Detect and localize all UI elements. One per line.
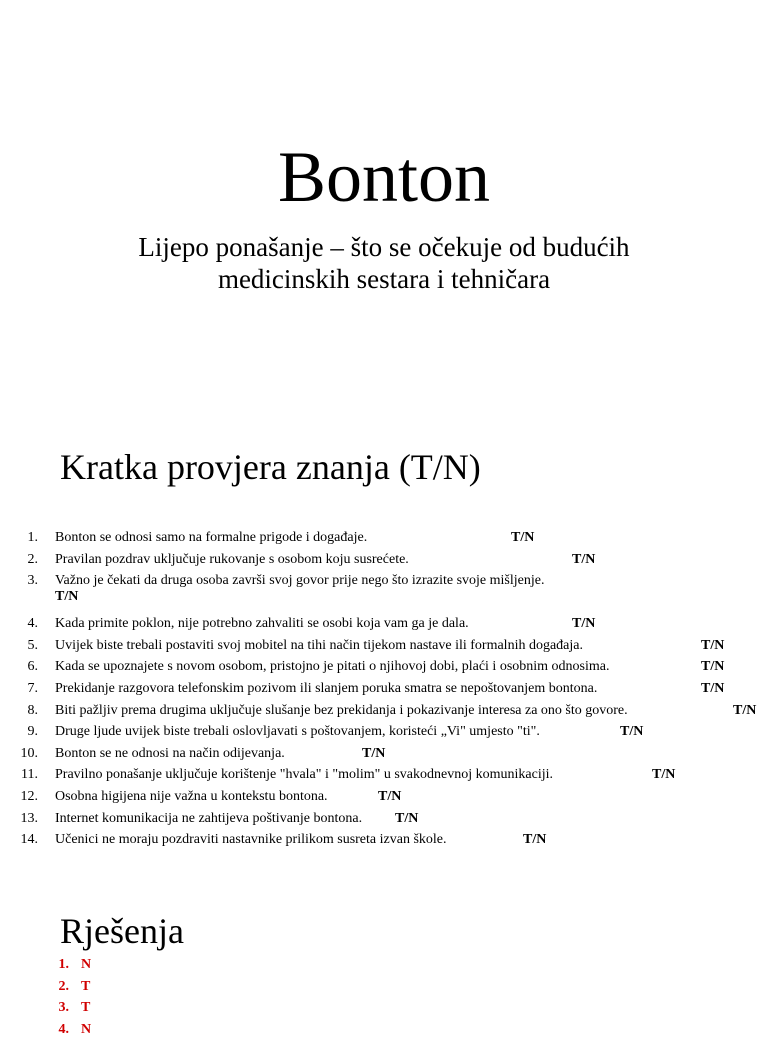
answer-mark: T/N: [701, 659, 725, 675]
question-text: Kada se upoznajete s novom osobom, pristojno je pitati o njihovoj dobi, plaći i osobnim odnosima.: [55, 659, 610, 675]
solution-item: [0, 1019, 768, 1040]
question-item: [0, 743, 768, 765]
question-number: 5.: [27, 637, 38, 653]
solution-number: 3.: [58, 1000, 69, 1016]
question-text: Osobna higijena nije važna u kontekstu bontona.: [55, 788, 328, 804]
solution-item: [0, 997, 768, 1019]
question-item: [0, 613, 768, 635]
question-number: 12.: [20, 788, 38, 804]
page-title: Bonton: [277, 137, 491, 217]
question-number: 6.: [27, 659, 38, 675]
question-item: [0, 829, 768, 851]
question-text: Druge ljude uvijek biste trebali oslovljavati s poštovanjem, koristeći „Vi" umjesto "ti".: [55, 724, 540, 740]
quiz-heading: Kratka provjera znanja (T/N): [60, 447, 481, 487]
question-number: 2.: [27, 551, 38, 567]
question-item: [0, 635, 768, 657]
question-text: Internet komunikacija ne zahtijeva poštivanje bontona.: [55, 810, 363, 826]
solution-item: [0, 976, 768, 998]
answer-mark: T/N: [652, 767, 676, 783]
question-item: [0, 656, 768, 678]
solution-number: 4.: [58, 1021, 69, 1037]
question-item: [0, 786, 768, 808]
solutions-heading: Rješenja: [60, 911, 184, 951]
question-text: Biti pažljiv prema drugima uključuje slušanje bez prekidanja i pokazivanje interesa za ono što govore.: [55, 702, 628, 718]
page-subtitle: [60, 231, 708, 295]
question-number: 11.: [21, 767, 38, 783]
solution-value: N: [81, 957, 92, 972]
solution-number: 1.: [58, 957, 69, 972]
question-number: 1.: [27, 530, 38, 545]
question-number: 4.: [27, 616, 38, 632]
solution-value: T: [81, 978, 91, 994]
question-text: Uvijek biste trebali postaviti svoj mobitel na tihi način tijekom nastave ili formalnih događaja.: [55, 637, 583, 653]
answer-mark: T/N: [523, 832, 547, 848]
solutions-list: [0, 954, 768, 1040]
question-text: Bonton se ne odnosi na način odijevanja.: [55, 745, 285, 761]
question-text: Važno je čekati da druga osoba završi svoj govor prije nego što izrazite svoje mišljenje.: [55, 573, 545, 589]
answer-mark: T/N: [620, 724, 644, 740]
subtitle-line-2: medicinskih sestara i tehničara: [217, 264, 551, 294]
solution-value: T: [81, 1000, 91, 1016]
question-text: Prekidanje razgovora telefonskim pozivom ili slanjem poruka smatra se nepoštovanjem bontona.: [55, 680, 598, 696]
question-text: Bonton se odnosi samo na formalne prigode i događaje.: [55, 530, 368, 545]
question-item: [0, 764, 768, 786]
solution-value: N: [81, 1021, 92, 1037]
answer-mark: T/N: [511, 530, 535, 545]
question-number: 9.: [27, 724, 38, 740]
answer-mark: T/N: [362, 745, 386, 761]
question-number: 14.: [20, 832, 38, 848]
question-number: 10.: [20, 745, 38, 761]
question-item: [0, 527, 768, 549]
question-number: 7.: [27, 680, 38, 696]
answer-mark: T/N: [701, 680, 725, 696]
question-item: [0, 808, 768, 830]
question-text: Pravilno ponašanje uključuje korištenje "hvala" i "molim" u svakodnevnoj komunikaciji.: [55, 767, 553, 783]
answer-mark: T/N: [378, 788, 402, 804]
question-text: Kada primite poklon, nije potrebno zahvaliti se osobi koja vam ga je dala.: [55, 616, 469, 632]
solution-number: 2.: [58, 978, 69, 994]
answer-mark: T/N: [733, 702, 757, 718]
answer-mark: T/N: [572, 616, 596, 632]
answer-mark: T/N: [701, 637, 725, 653]
question-item: [0, 700, 768, 722]
subtitle-line-1: Lijepo ponašanje – što se očekuje od budućih: [138, 232, 630, 262]
question-item: [0, 570, 768, 613]
question-number: 8.: [27, 702, 38, 718]
question-text: Pravilan pozdrav uključuje rukovanje s osobom koju susrećete.: [55, 551, 409, 567]
question-list: [0, 527, 768, 851]
question-number: 13.: [20, 810, 38, 826]
solution-item: [0, 954, 768, 976]
answer-mark: T/N: [395, 810, 419, 826]
answer-mark: T/N: [572, 551, 596, 567]
question-item: [0, 549, 768, 571]
question-text: Učenici ne moraju pozdraviti nastavnike prilikom susreta izvan škole.: [55, 832, 447, 848]
question-item: [0, 721, 768, 743]
question-item: [0, 678, 768, 700]
answer-mark: T/N: [55, 589, 79, 605]
question-number: 3.: [27, 573, 38, 589]
